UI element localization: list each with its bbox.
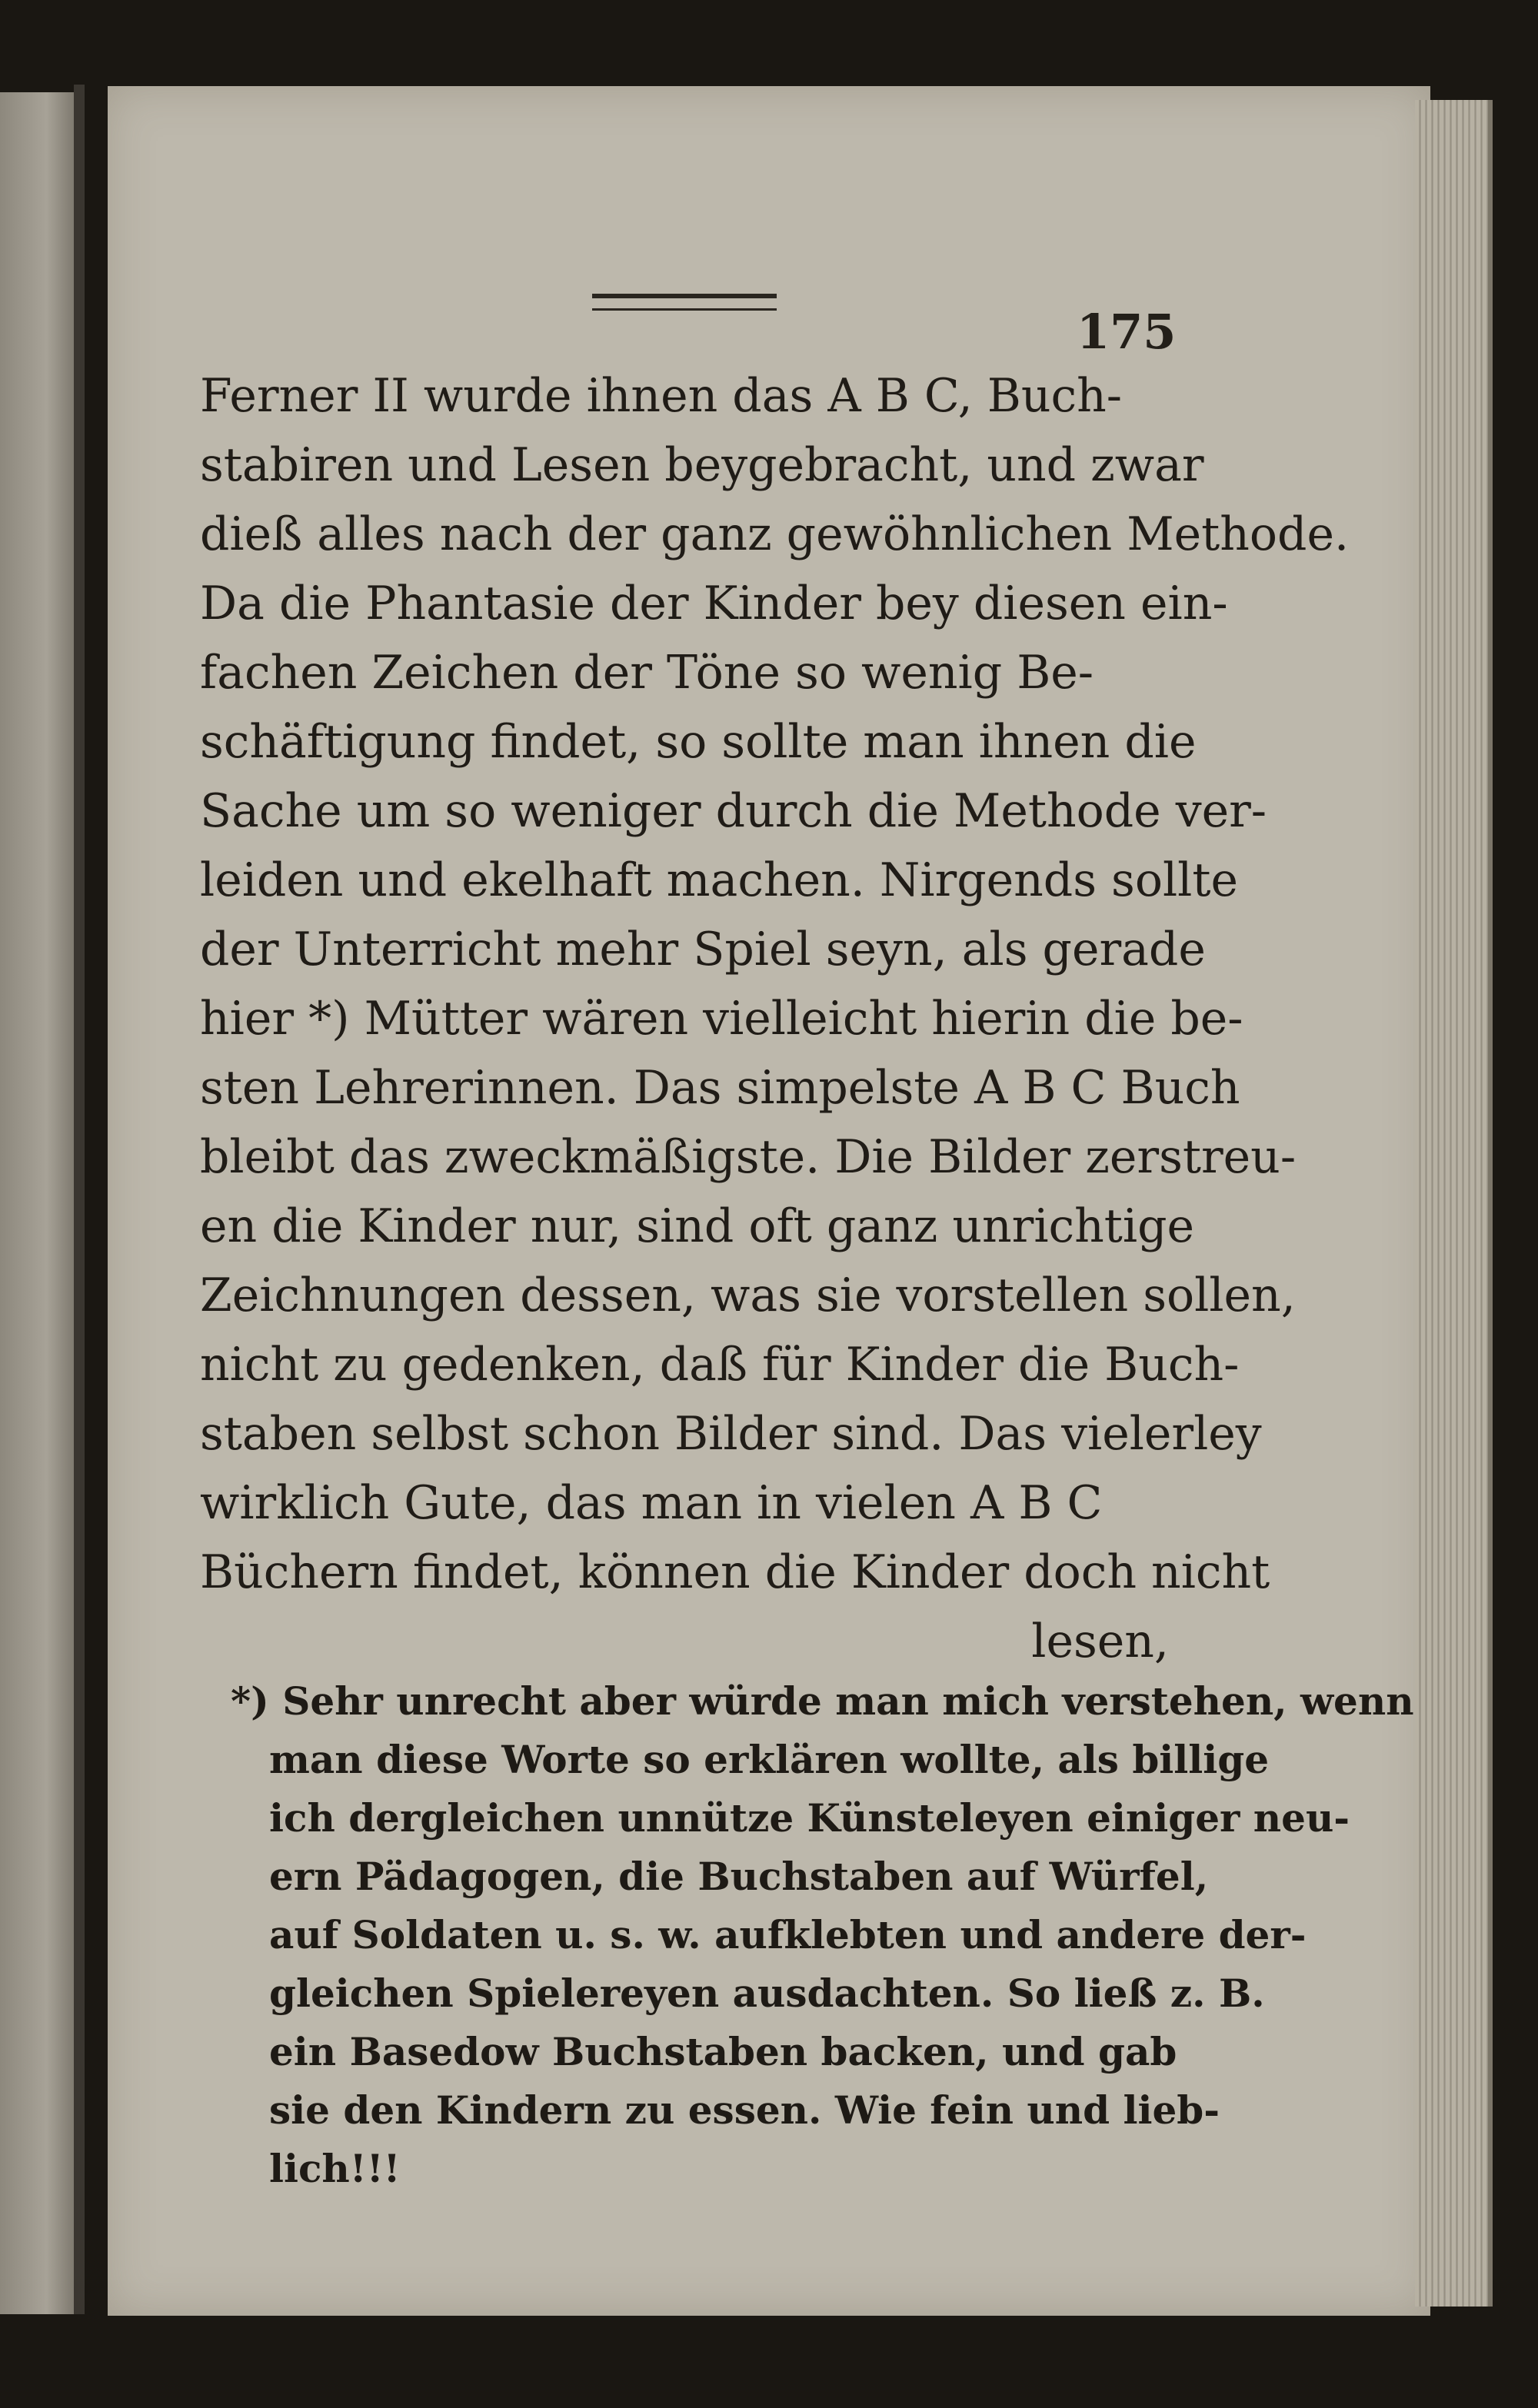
footnote-line: auf Soldaten u. s. w. aufklebten und andere der- bbox=[269, 1912, 1307, 1957]
body-line: fachen Zeichen der Töne so wenig Be- bbox=[200, 646, 1094, 700]
book-gutter bbox=[74, 85, 85, 2314]
page-number: 175 bbox=[1077, 304, 1177, 360]
body-line: hier *) Mütter wären vielleicht hierin die be- bbox=[200, 992, 1243, 1046]
body-line: der Unterricht mehr Spiel seyn, als gerade bbox=[200, 923, 1206, 976]
body-line: nicht zu gedenken, daß für Kinder die Buch- bbox=[200, 1338, 1240, 1392]
body-line: wirklich Gute, das man in vielen A B C bbox=[200, 1476, 1103, 1530]
body-line: sten Lehrerinnen. Das simpelste A B C Buch bbox=[200, 1061, 1240, 1115]
body-line: en die Kinder nur, sind oft ganz unrichtige bbox=[200, 1199, 1194, 1253]
body-line: schäftigung findet, so sollte man ihnen die bbox=[200, 715, 1197, 769]
footnote-line: ein Basedow Buchstaben backen, und gab bbox=[269, 2029, 1177, 2074]
body-line: Sache um so weniger durch die Methode ver- bbox=[200, 784, 1267, 838]
footnote bbox=[231, 1672, 1414, 2198]
footnote-line: *) Sehr unrecht aber würde man mich verstehen, wenn bbox=[231, 1678, 1414, 1724]
body-line: staben selbst schon Bilder sind. Das vielerley bbox=[200, 1407, 1262, 1461]
body-line: leiden und ekelhaft machen. Nirgends sollte bbox=[200, 853, 1238, 907]
footnote-line: man diese Worte so erklären wollte, als billige bbox=[269, 1737, 1270, 1782]
page-stack-edge bbox=[1415, 100, 1493, 2307]
footnote-line: sie den Kindern zu essen. Wie fein und lieb- bbox=[269, 2087, 1220, 2133]
footnote-line: gleichen Spielereyen ausdachten. So ließ z. B. bbox=[269, 1971, 1265, 2016]
footnote-line: lich!!! bbox=[269, 2146, 401, 2191]
body-line: bleibt das zweckmäßigste. Die Bilder zerstreu- bbox=[200, 1130, 1297, 1184]
body-line: Ferner II wurde ihnen das A B C, Buch- bbox=[200, 369, 1123, 423]
body-line: dieß alles nach der ganz gewöhnlichen Methode. bbox=[200, 507, 1350, 561]
body-line: Zeichnungen dessen, was sie vorstellen sollen, bbox=[200, 1269, 1296, 1322]
body-line: Da die Phantasie der Kinder bey diesen ein- bbox=[200, 577, 1228, 630]
catchword: lesen, bbox=[1031, 1615, 1169, 1668]
body-line: stabiren und Lesen beygebracht, und zwar bbox=[200, 438, 1204, 492]
body-text bbox=[200, 361, 1350, 1676]
body-line: Büchern findet, können die Kinder doch nicht bbox=[200, 1545, 1270, 1599]
footnote-line: ich dergleichen unnütze Künsteleyen einiger neu- bbox=[269, 1795, 1350, 1841]
footnote-line: ern Pädagogen, die Buchstaben auf Würfel, bbox=[269, 1854, 1209, 1899]
left-page-edge bbox=[0, 92, 85, 2314]
header-rule bbox=[592, 294, 777, 311]
